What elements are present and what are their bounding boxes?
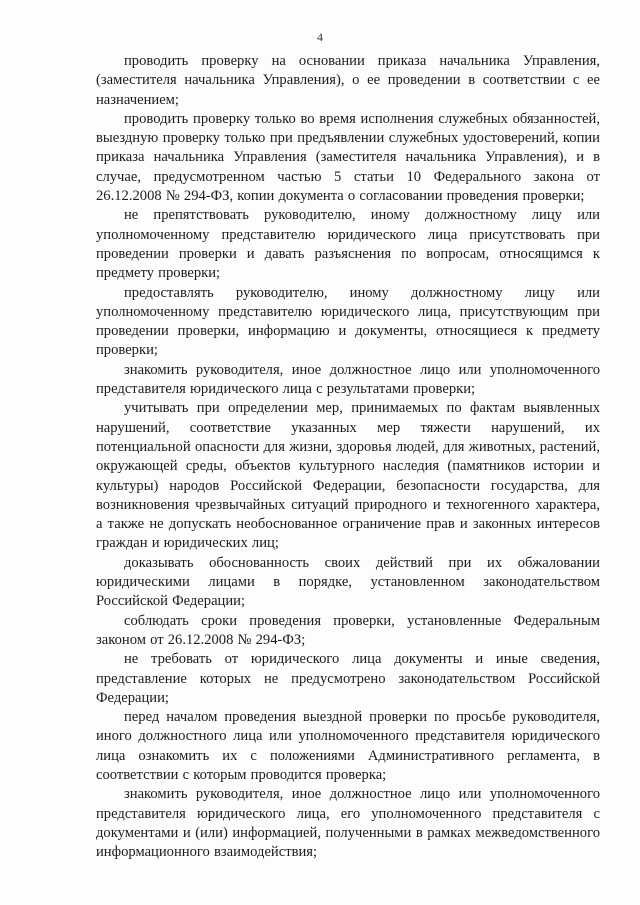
paragraph-9: не требовать от юридического лица документы и иные сведения, представление которых не предусмотрено законодательством Российской Федерации; — [96, 651, 600, 706]
paragraph-10: перед началом проведения выездной проверки по просьбе руководителя, иного должностного лица или уполномоченного представителя юридического лица ознакомить их с положениями Административного регламента, в соответствии с которым проводится проверка; — [96, 709, 600, 783]
document-body — [96, 52, 600, 862]
paragraph-3: не препятствовать руководителю, иному должностному лицу или уполномоченному представителю юридического лица присутствовать при проведении проверки и давать разъяснения по вопросам, относящимся к предмету проверки; — [96, 207, 600, 282]
paragraph-8: соблюдать сроки проведения проверки, установленные Федеральным законом от 26.12.2008 № 294-ФЗ; — [96, 612, 600, 648]
page-number: 4 — [317, 30, 323, 44]
paragraph-11: знакомить руководителя, иное должностное лицо или уполномоченного представителя юридического лица, его уполномоченного представителя с документами и (или) информацией, полученными в рамках межведомственного информационного взаимодействия; — [96, 786, 600, 861]
paragraph-7: доказывать обоснованность своих действий при их обжаловании юридическими лицами в порядке, установленном законодательством Российской Федерации; — [96, 554, 600, 610]
paragraph-2: проводить проверку только во время исполнения служебных обязанностей, выездную проверку только при предъявлении служебных удостоверений, копии приказа начальника Управления (заместителя начальника Управления), и в случае, предусмотренном частью 5 статьи 10 Федерального закона от 26.12.2008 № 294-ФЗ, копии документа о согласовании проведения проверки; — [96, 110, 600, 205]
paragraph-4: предоставлять руководителю, иному должностному лицу или уполномоченному представителю юридического лица, присутствующим при проведении проверки, информацию и документы, относящиеся к предмету проверки; — [96, 284, 600, 359]
paragraph-6: учитывать при определении мер, принимаемых по фактам выявленных нарушений, соответствие указанных мер тяжести нарушений, их потенциальной опасности для жизни, здоровья людей, для животных, растений, окружающей среды, объектов культурного наследия (памятников истории и культуры) народов Российской Федерации, безопасности государства, для возникновения чрезвычайных ситуаций природного и техногенного характера, а также не допускать необоснованное ограничение прав и законных интересов граждан и юридических лиц; — [96, 400, 600, 552]
paragraph-1: проводить проверку на основании приказа начальника Управления, (заместителя начальника Управления), о ее проведении в соответствии с ее назначением; — [96, 53, 600, 108]
paragraph-5: знакомить руководителя, иное должностное лицо или уполномоченного представителя юридического лица с результатами проверки; — [96, 361, 600, 398]
